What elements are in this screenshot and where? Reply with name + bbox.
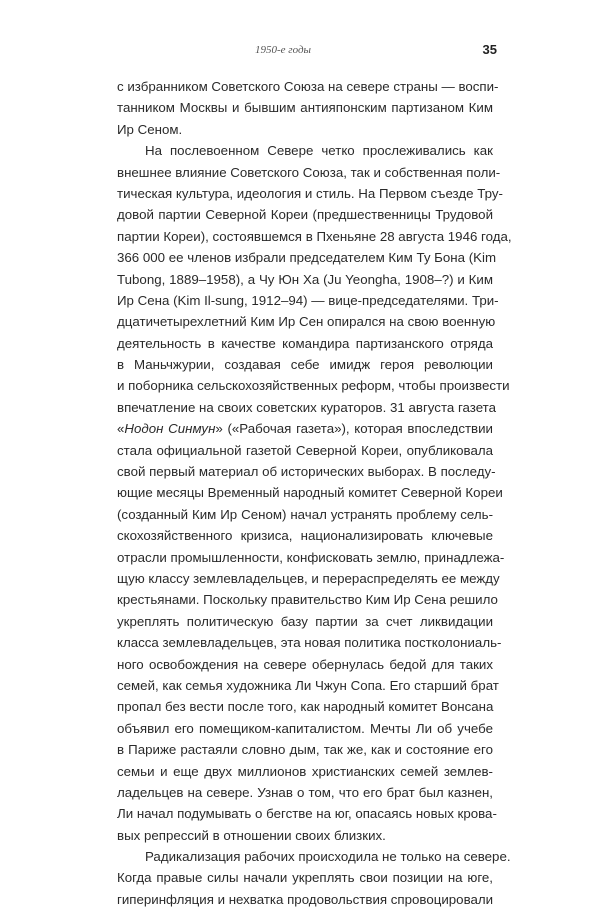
text-line: дцатичетырехлетний Ким Ир Сен опирался на свою военную: [117, 314, 496, 330]
text-line: свой первый материал об исторических выборах. В последу-: [117, 464, 496, 480]
newspaper-title: Нодон Синмун: [124, 421, 216, 437]
text-line: отрасли промышленности, конфисковать землю, принадлежа-: [117, 549, 505, 565]
text-line: с избранником Советского Союза на севере страны — воспи-: [117, 79, 499, 94]
text-line: укреплять политическую базу партии за счет ликвидации: [117, 613, 493, 629]
body-text: [117, 76, 512, 910]
text-line: щую классу землевладельцев, и перераспределять ее между: [117, 570, 500, 586]
text-line-italic-title: «Нодон Синмун» («Рабочая газета»), которая впоследствии: [117, 421, 493, 437]
text-line: семьи и еще двух миллионов христианских семей землев-: [117, 763, 493, 779]
text-line: партии Кореи), состоявшемся в Пхеньяне 28 августа 1946 года,: [117, 228, 512, 244]
text-line: скохозяйственного кризиса, национализировать ключевые: [117, 528, 493, 544]
text-line: в Маньчжурии, создавая себе имидж героя революции: [117, 357, 493, 373]
text-line: гиперинфляция и нехватка продовольствия спровоцировали: [117, 891, 494, 907]
text-line: (созданный Ким Ир Сеном) начал устранять проблему сель-: [117, 506, 493, 522]
text-line: Ир Сена (Kim Il-sung, 1912–94) — вице-председателями. Три-: [117, 292, 499, 308]
text-line: впечатление на своих советских кураторов. 31 августа газета: [117, 399, 497, 415]
text-line: класса землевладельцев, эта новая политика постколониаль-: [117, 635, 502, 651]
text-line: Ир Сеном.: [117, 121, 183, 137]
text-line: На послевоенном Севере четко прослеживались как: [145, 143, 493, 159]
text-line: ющие месяцы Временный народный комитет Северной Кореи: [117, 485, 503, 501]
text-line: вых репрессий в отношении своих близких.: [117, 827, 386, 843]
running-head: 1950-е годы: [255, 44, 311, 56]
text-line: танником Москвы и бывшим антияпонским партизаном Ким: [117, 100, 493, 116]
text-line: ного освобождения на севере обернулась бедой для таких: [117, 656, 493, 672]
text-line: деятельность в качестве командира партизанского отряда: [117, 335, 493, 351]
text-line: Tubong, 1889–1958), а Чу Юн Ха (Ju Yeongha, 1908–?) и Ким: [117, 271, 493, 287]
text-line: тическая культура, идеология и стиль. На Первом съезде Тру-: [117, 185, 503, 201]
text-line: и поборника сельскохозяйственных реформ, чтобы произвести: [117, 378, 510, 394]
text-line: семей, как семья художника Ли Чжун Сопа. Его старший брат: [117, 677, 499, 693]
text-line: Когда правые силы начали укреплять свои позиции на юге,: [117, 870, 493, 886]
text-line: внешнее влияние Советского Союза, так и собственная поли-: [117, 164, 501, 180]
text-line: Ли начал подумывать о бегстве на юг, опасаясь новых крова-: [117, 806, 497, 822]
text-line: 366 000 ее членов избрали председателем Ким Ту Бона (Kim: [117, 250, 497, 266]
text-line: крестьянами. Поскольку правительство Ким Ир Сена решило: [117, 592, 498, 608]
text-line: в Париже растаяли словно дым, так же, как и состояние его: [117, 742, 493, 758]
text-line: пропал без вести после того, как народный комитет Вонсана: [117, 699, 494, 715]
text-line: стала официальной газетой Северной Кореи, опубликовала: [117, 442, 493, 458]
page-number: 35: [482, 42, 497, 57]
text-line: довой партии Северной Кореи (предшественницы Трудовой: [117, 207, 493, 223]
text-line: Радикализация рабочих происходила не только на севере.: [145, 849, 511, 865]
text-line: ладельцев на севере. Узнав о том, что его брат был казнен,: [117, 784, 493, 800]
text-line: объявил его помещиком-капиталистом. Мечты Ли об учебе: [117, 720, 493, 736]
